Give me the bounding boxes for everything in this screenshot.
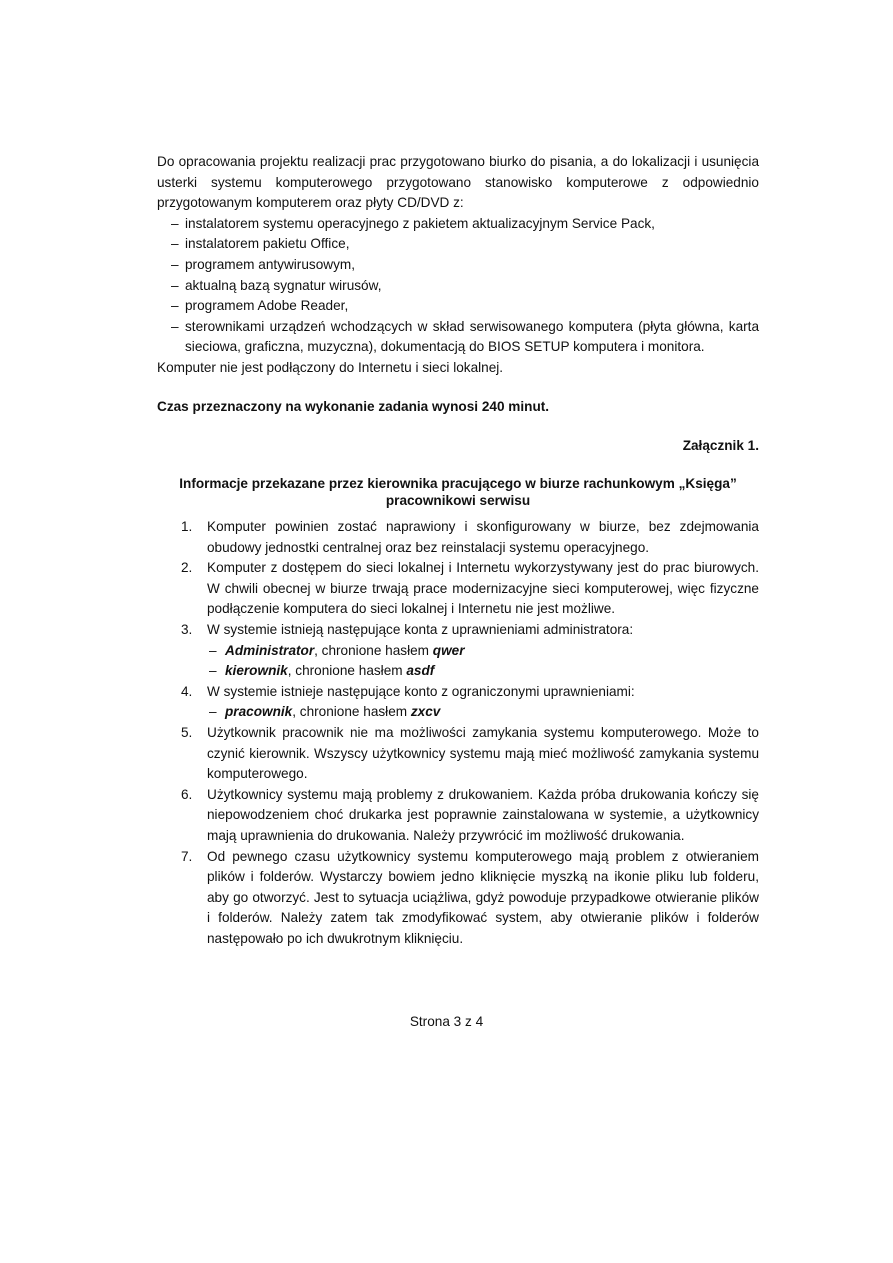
time-note: Czas przeznaczony na wykonanie zadania wynosi 240 minut. — [157, 399, 550, 414]
requirements-list — [157, 517, 759, 949]
list-item: – instalatorem pakietu Office, — [157, 234, 759, 255]
requirement-item — [157, 723, 759, 785]
item-text: Komputer powinien zostać naprawiony i skonfigurowany w biurze, bez zdejmowania obudowy jednostki centralnej oraz bez reinstalacji systemu operacyjnego. — [207, 519, 759, 555]
account-item — [207, 702, 759, 723]
item-text: Od pewnego czasu użytkownicy systemu komputerowego mają problem z otwieraniem plików i folderów. Wystarczy bowiem jedno kliknięcie myszką na ikonie pliku lub folderu, aby go otworzyć. Jest to sytuacja uciążliwa, gdyż powoduje przypadkowe otwieranie plików i folderów. Należy zatem tak zmodyfikować system, aby otwieranie plików i folderów następowało po ich dwukrotnym kliknięciu. — [207, 848, 759, 946]
account-password: asdf — [406, 663, 435, 679]
list-item: – instalatorem systemu operacyjnego z pakietem aktualizacyjnym Service Pack, — [157, 214, 759, 235]
limited-accounts-list — [207, 702, 759, 723]
item-text: Użytkownicy systemu mają problemy z drukowaniem. Każda próba drukowania kończy się niepowodzeniem choć drukarka jest poprawnie zainstalowana w systemie, a użytkownicy mają uprawnienia do drukowania. Należy przywrócić im możliwość drukowania. — [207, 786, 759, 843]
item-number: 5. — [181, 724, 193, 740]
item-number: 7. — [181, 848, 193, 864]
account-item — [207, 661, 759, 682]
requirement-item — [157, 517, 759, 558]
item-number: 2. — [181, 560, 193, 576]
equipment-list — [157, 214, 759, 358]
account-name: kierownik — [225, 663, 288, 679]
requirement-item — [157, 785, 759, 847]
intro-section — [157, 152, 759, 379]
item-text: Użytkownik pracownik nie ma możliwości zamykania systemu komputerowego. Może to czynić kierownik. Wszyscy użytkownicy systemu mają mieć możliwość zamykania systemu komputerowego. — [207, 724, 759, 782]
admin-accounts-list — [207, 641, 759, 682]
item-text: W systemie istnieją następujące konta z uprawnieniami administratora: — [207, 621, 634, 637]
offline-note: Komputer nie jest podłączony do Internetu i sieci lokalnej. — [157, 359, 504, 375]
item-number: 6. — [181, 786, 193, 802]
annex-label: Załącznik 1. — [682, 438, 759, 453]
item-text: Komputer z dostępem do sieci lokalnej i Internetu wykorzystywany jest do prac biurowych. W chwili obecnej w biurze trwają prace modernizacyjne sieci komputerowej, więc fizyczne podłączenie komputera do sieci lokalnej i Internetu nie jest możliwe. — [207, 560, 759, 617]
item-number: 1. — [181, 519, 193, 534]
list-item: – aktualną bazą sygnatur wirusów, — [157, 276, 759, 297]
account-password: zxcv — [410, 704, 441, 720]
requirement-item — [157, 682, 759, 723]
item-text: W systemie istnieje następujące konto z ograniczonymi uprawnieniami: — [207, 683, 635, 699]
account-desc: , chronione hasłem — [287, 663, 407, 679]
list-item: – sterownikami urządzeń wchodzących w skład serwisowanego komputera (płyta główna, karta sieciowa, graficzna, muzyczna), dokumentacją do BIOS SETUP komputera i monitora. — [157, 317, 759, 358]
page-number: Strona 3 z 4 — [409, 1014, 484, 1029]
requirement-item — [157, 847, 759, 950]
requirement-item — [157, 558, 759, 620]
account-item — [207, 641, 759, 662]
info-title-line: Informacje przekazane przez kierownika pracującego w biurze rachunkowym „Księga” — [179, 476, 737, 491]
account-name: pracownik — [225, 704, 293, 720]
info-title-line: pracownikowi serwisu — [385, 493, 531, 508]
account-desc: , chronione hasłem — [314, 642, 433, 658]
list-item: – programem antywirusowym, — [157, 255, 759, 276]
requirement-item — [157, 620, 759, 682]
info-title — [157, 475, 759, 509]
account-name: Administrator — [225, 642, 315, 658]
item-number: 3. — [181, 621, 193, 637]
item-number: 4. — [181, 683, 193, 699]
list-item: – programem Adobe Reader, — [157, 296, 759, 317]
account-password: qwer — [432, 642, 465, 658]
intro-paragraph: Do opracowania projektu realizacji prac przygotowano biurko do pisania, a do lokalizacji i usunięcia usterki systemu komputerowego przygotowano stanowisko komputerowe z odpowiednio przygotowanym komputerem oraz płyty CD/DVD z: — [157, 154, 759, 211]
account-desc: , chronione hasłem — [292, 704, 411, 720]
